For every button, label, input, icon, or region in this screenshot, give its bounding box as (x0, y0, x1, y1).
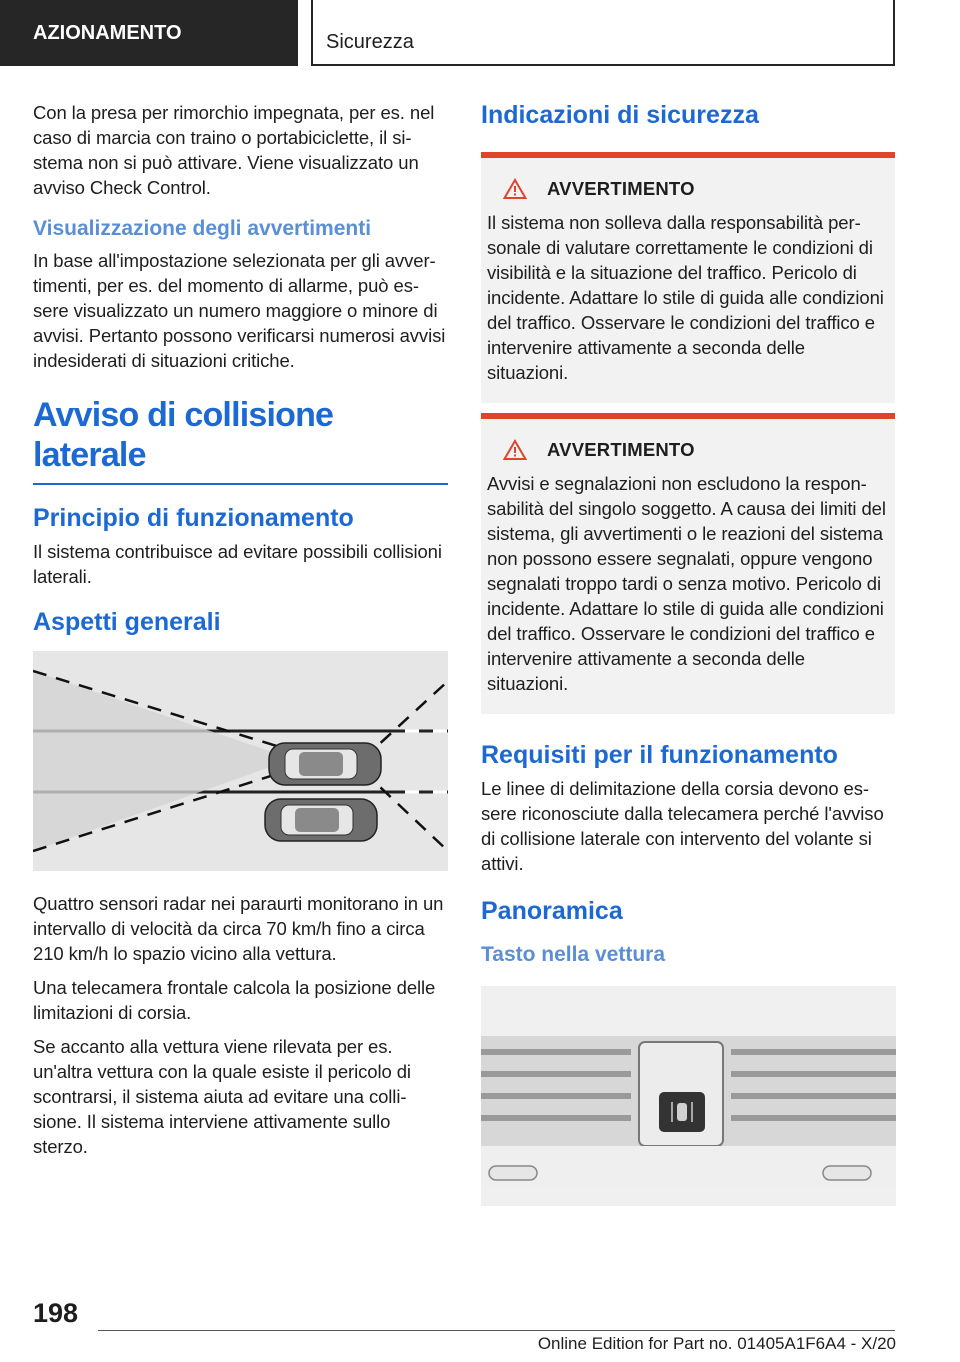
intro-paragraph: Con la presa per rimorchio impegnata, per es. nel caso di marcia con traino o portabiciclette, il sistema non si può attivare. Viene visualizzato un avviso Check Control. (33, 102, 435, 198)
heading-general: Aspetti generali (33, 608, 221, 636)
topic-label: Sicurezza (326, 31, 414, 53)
principle-paragraph: Il sistema contribuisce ad evitare possibili collisioni laterali. (33, 541, 442, 587)
heading-safety: Indicazioni di sicurezza (481, 101, 759, 129)
page-header (0, 0, 960, 66)
heading-warning-display: Visualizzazione degli avvertimenti (33, 217, 372, 240)
radar-paragraph: Quattro sensori radar nei paraurti monitorano in un intervallo di velocità da circa 70 km/h fino a circa 210 km/h lo spazio vicino alla vettura. (33, 893, 444, 964)
right-column (481, 100, 895, 1206)
radar-illustration (33, 651, 448, 871)
warning-triangle-icon (503, 178, 527, 200)
warning-text-2: Avvisi e segnalazioni non escludono la responsabilità del singolo soggetto. A causa dei limiti del sistema, gli avvertimenti o le reazioni del sistema non possono essere segnalati, oppure vengono segnalati troppo tardi o senza motivo. Pericolo di incidente. Adattare lo stile di guida alle condizioni del traffico. Osservare le condizioni del traffico e intervenire attivamente a seconda delle situazioni. (487, 473, 886, 694)
heading-button-in-car: Tasto nella vettura (481, 943, 665, 966)
heading-principle: Principio di funzionamento (33, 504, 354, 532)
button-illustration (481, 986, 896, 1206)
warning-box-2 (481, 413, 895, 714)
vent-slider-left (489, 1166, 537, 1180)
adjacent-car (265, 799, 377, 841)
ego-car (269, 743, 381, 785)
camera-paragraph: Una telecamera frontale calcola la posizione delle limitazioni di corsia. (33, 977, 436, 1023)
page-number: 198 (33, 1298, 79, 1328)
heading-requirements: Requisiti per il funzionamento (481, 741, 838, 769)
radar-cone-rear (33, 671, 293, 851)
vent-slider-right (823, 1166, 871, 1180)
warning-triangle-icon (503, 439, 527, 461)
warning-title-2: AVVERTIMENTO (547, 439, 695, 460)
left-column (33, 100, 448, 1168)
assist-paragraph: Se accanto alla vettura viene rilevata per es. un'altra vettura con la quale esiste il pericolo di scontrarsi, il sistema aiuta ad evitare una collisione. Il sistema interviene attivamente sullo sterzo. (33, 1036, 411, 1157)
chapter-label: AZIONAMENTO (0, 0, 298, 66)
requirements-paragraph: Le linee di delimitazione della corsia devono essere riconosciute dalla telecamera perché l'avviso di collisione laterale con intervento del volante si attivi. (481, 778, 884, 874)
edition-info: Online Edition for Part no. 01405A1F6A4 - X/20 (537, 1334, 896, 1353)
warning-title-1: AVVERTIMENTO (547, 178, 695, 199)
dashboard-vent-svg (481, 986, 896, 1206)
header-underline (311, 64, 895, 66)
warning-text-1: Il sistema non solleva dalla responsabilità personale di valutare correttamente le condizioni di visibilità e la situazione del traffico. Pericolo di incidente. Adattare lo stile di guida alle condizioni del traffico. Osservare le condizioni del traffico e intervenire attivamente a seconda delle situazioni. (487, 212, 884, 383)
header-divider (311, 0, 313, 66)
warning-box-1 (481, 152, 895, 403)
heading-overview: Panoramica (481, 897, 623, 925)
section-title: Avviso di collisione laterale (33, 395, 448, 485)
header-divider-right (893, 0, 895, 66)
warning-display-paragraph: In base all'impostazione selezionata per gli avvertimenti, per es. del momento di allarme, può essere visualizzato un numero maggiore o minore di avvisi. Pertanto possono verificarsi numerosi avvisi indesiderati di situazioni critiche. (33, 250, 446, 371)
footer-rule (98, 1330, 895, 1331)
radar-diagram-svg (33, 651, 448, 871)
